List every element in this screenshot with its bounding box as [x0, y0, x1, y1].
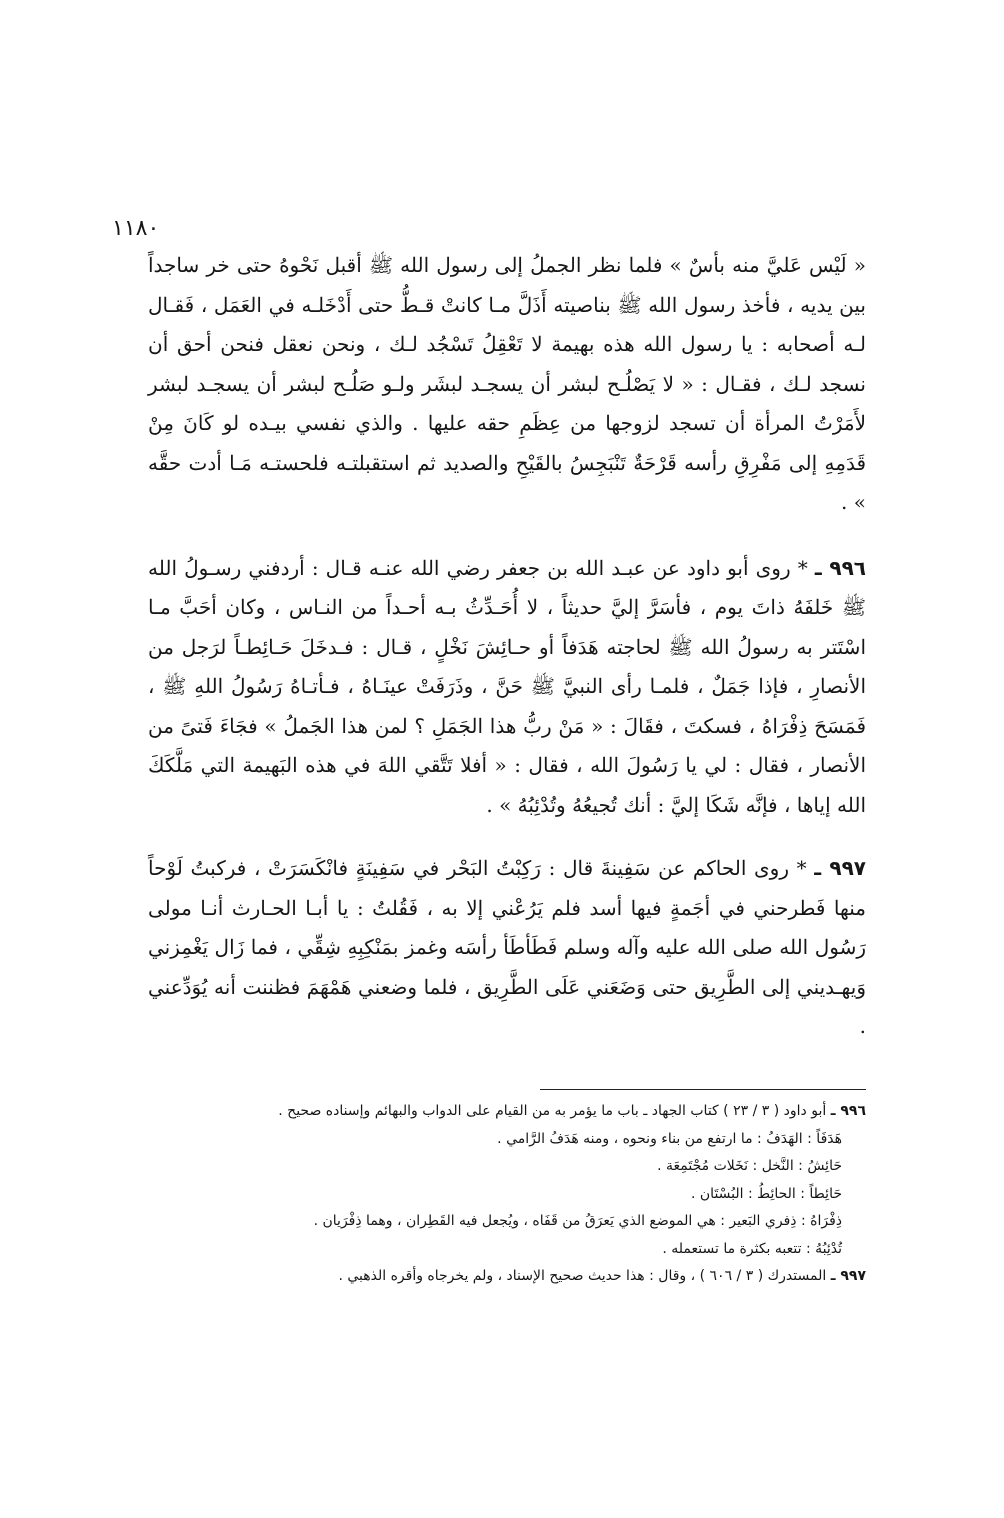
hadith-996-number: ٩٩٦ ـ: [814, 555, 866, 580]
gloss-dhifrahu: ذِفْرَاهُ : ذِفري البَعير : هي الموضع الذي يَعرَقُ من قَفَاه ، ويُجعل فيه القَطِران ، وهما ذِفْرَيان .: [313, 1213, 842, 1229]
footnote-996: [148, 1098, 866, 1126]
continuation-paragraph: [148, 246, 866, 523]
gloss-tudibuhu: تُدْئِبُهُ : تتعبه بكثرة ما تستعمله .: [662, 1240, 842, 1257]
gloss-haitan: حَائِطاً : الحائِطُ : البُسْتَان .: [691, 1185, 842, 1202]
gloss-hadafan: هَدَفَاً : الهَدَفُ : ما ارتفع من بناء ونحوه ، ومنه هَدَفُ الرَّامي .: [497, 1130, 842, 1147]
page-number: ١١٨٠: [112, 216, 160, 241]
hadith-997-number: ٩٩٧ ـ: [814, 856, 866, 880]
footnote-996-number: ٩٩٦ ـ: [830, 1103, 866, 1119]
hadith-997-paragraph: [148, 849, 866, 1047]
gloss-haish: حَائِشُ : النَّخل : نَخَلات مُجْتَمِعَة .: [657, 1158, 842, 1174]
footnote-997-number: ٩٩٧ ـ: [830, 1268, 866, 1284]
footnote-separator: [540, 1089, 866, 1090]
footnote-996-text: أبو داود ( ٣ / ٢٣ ) كتاب الجهاد ـ باب ما يؤمر به من القيام على الدواب والبهائم وإسناده صحيح .: [278, 1103, 827, 1119]
main-text: [148, 246, 866, 1071]
footnotes: [148, 1098, 866, 1291]
hadith-996: [148, 549, 866, 826]
footnote-997: [148, 1263, 866, 1291]
hadith-997: [148, 849, 866, 1047]
footnote-997-text: المستدرك ( ٣ / ٦٠٦ ) ، وقال : هذا حديث صحيح الإسناد ، ولم يخرجاه وأقره الذهبي .: [338, 1268, 827, 1284]
continuation-text: « لَيْس عَليَّ منه بأسٌ » فلما نظر الجملُ إلى رسول الله ﷺ أقبل نَحْوهُ حتى خر ساجداً بين يديه ، فأخذ رسول الله ﷺ بناصيته أَذَلَّ مـا كانتْ قـطُّ حتى أَدْخَلـه في العَمَل ، فَقـال لـه أصحابه : يا رسول الله هذه بهيمة لا تَعْقِلُ تَسْجُد لـك ، ونحن نعقل فنحن أحق أن نسجد لـك ، فقـال : « لا يَصْلُـح لبشر أن يسجـد لبشَر ولـو صَلُـح لبشر أن يسجـد لبشر لأَمَرْتُ المرأة أن تسجد لزوجها من عِظَمِ حقه عليها . والذي نفسي بيـده لو كَانَ مِنْ قَدَمِهِ إلى مَفْرِقِ رأسه قَرْحَةٌ تَنْبَجِسُ بالقَيْحِ والصديد ثم استقبلتـه فلحستـه مَـا أدت حقَّه » .: [148, 253, 867, 514]
hadith-996-text: * روى أبو داود عن عبـد الله بن جعفر رضي الله عنـه قـال : أردفني رسـولُ الله ﷺ خَلفَهُ ذاتَ يوم ، فأسَرَّ إليَّ حديثاً ، لا أُحَـدِّثُ بـه أحـداً من النـاس ، وكان أحَبَّ مـا اسْتَتر به رسولُ الله ﷺ لحاجته هَدَفاً أو حـائِشَ نَخْلٍ ، قـال : فـدخَلَ حَـائِطـاً لرَجل من الأنصارِ ، فإذا جَمَلٌ ، فلمـا رأى النبيَّ ﷺ حَنَّ ، وذَرَفَتْ عينَـاهُ ، فـأتـاهُ رَسُولُ اللهِ ﷺ ، فَمَسَحَ ذِفْرَاهُ ، فسكتَ ، فقَالَ : « مَنْ ربُّ هذا الجَمَلِ ؟ لمن هذا الجَملُ » فجَاءَ فَتىً من الأنصار ، فقال : لي يا رَسُولَ الله ، فقال : « أفلا تَتَّقي اللهَ في هذه البَهيمة التي مَلَّكَكَ الله إياها ، فإنَّه شَكَا إليَّ : أنك تُجيعُهُ وتُدْئِبُهُ » .: [148, 555, 867, 817]
hadith-996-paragraph: [148, 549, 866, 826]
hadith-997-text: * روى الحاكم عن سَفِينةَ قال : رَكِبْتُ البَحْر في سَفِينَةٍ فانْكَسَرَتْ ، فركبتُ لَوْحاً منها فَطرحني في أجَمةٍ فيها أسد فلم يَرُعْني إلا به ، فَقُلتُ : يا أبـا الحـارث أنـا مولى رَسُول الله صلى الله عليه وآله وسلم فَطَأطَأ رأسَه وغمز بمَنْكِبِهِ شِقِّي ، فما زَال يَغْمِزني وَيهـديني إلى الطَّرِيق حتى وَضَعَني عَلَى الطَّرِيق ، فلما وضعني هَمْهَمَ فظننت أنه يُوَدِّعني .: [148, 856, 866, 1038]
